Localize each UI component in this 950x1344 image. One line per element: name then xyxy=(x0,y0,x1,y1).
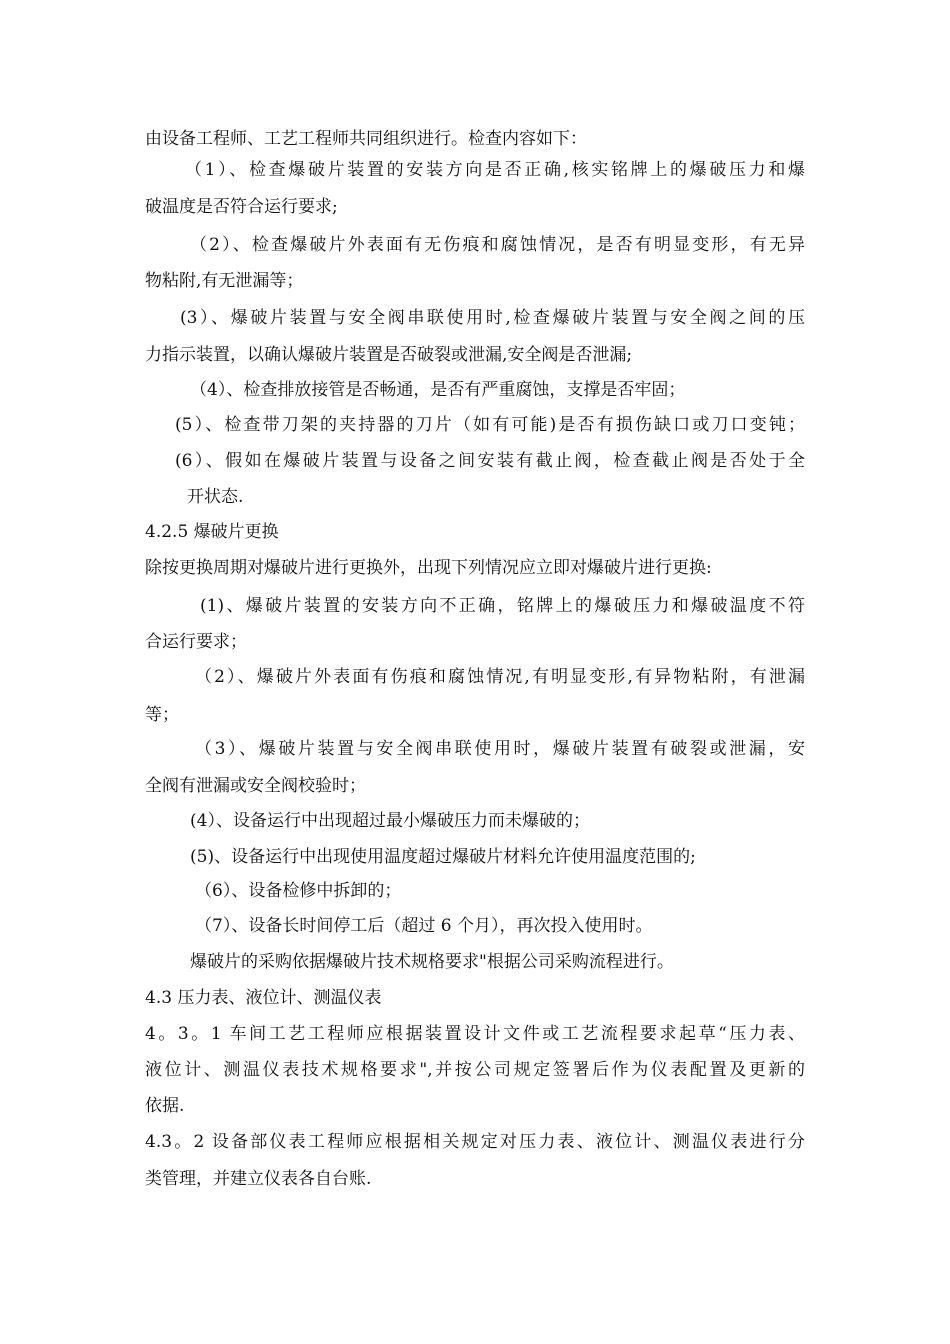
text-line: (5)、设备运行中出现使用温度超过爆破片材料允许使用温度范围的; xyxy=(190,847,696,867)
text-line: （2）、检查爆破片外表面有无伤痕和腐蚀情况，是否有明显变形，有无异 xyxy=(190,235,805,255)
text-line: (1)、爆破片装置的安装方向不正确，铭牌上的爆破压力和爆破温度不符 xyxy=(200,596,805,616)
text-line: 合运行要求； xyxy=(145,632,247,652)
text-line: (3）、爆破片装置与安全阀串联使用时,检查爆破片装置与安全阀之间的压 xyxy=(180,308,805,328)
text-line: 开状态. xyxy=(187,487,244,507)
text-line: 4.3。2 设备部仪表工程师应根据相关规定对压力表、液位计、测温仪表进行分 xyxy=(145,1132,805,1152)
text-line: 类管理，并建立仪表各自台账. xyxy=(145,1169,372,1189)
text-line: 液位计、测温仪表技术规格要求",并按公司规定签署后作为仪表配置及更新的 xyxy=(145,1060,805,1080)
text-line: 破温度是否符合运行要求; xyxy=(145,197,338,217)
text-line: 物粘附,有无泄漏等； xyxy=(145,271,304,291)
text-line: 4。3。1 车间工艺工程师应根据装置设计文件或工艺流程要求起草“压力表、 xyxy=(145,1024,805,1044)
text-line: (5）、检查带刀架的夹持器的刀片（如有可能)是否有损伤缺口或刀口变钝； xyxy=(175,415,805,435)
text-line: 爆破片的采购依据爆破片技术规格要求"根据公司采购流程进行。 xyxy=(190,952,674,972)
text-line: 全阀有泄漏或安全阀校验时； xyxy=(145,776,366,796)
text-line: (4）、设备运行中出现超过最小爆破压力而未爆破的； xyxy=(190,811,590,831)
text-line: （4）、检查排放接管是否畅通，是否有严重腐蚀，支撑是否牢固； xyxy=(190,380,686,400)
text-line: （2）、爆破片外表面有伤痕和腐蚀情况,有明显变形,有异物粘附，有泄漏 xyxy=(195,667,805,687)
text-line: 除按更换周期对爆破片进行更换外，出现下列情况应立即对爆破片进行更换: xyxy=(145,558,712,578)
text-line: 力指示装置，以确认爆破片装置是否破裂或泄漏,安全阀是否泄漏; xyxy=(145,345,633,365)
text-line: 由设备工程师、工艺工程师共同组织进行。检查内容如下： xyxy=(145,129,587,149)
text-line: （3）、爆破片装置与安全阀串联使用时，爆破片装置有破裂或泄漏，安 xyxy=(195,739,805,759)
section-heading: 4.2.5 爆破片更换 xyxy=(145,522,279,542)
text-line: （6）、设备检修中拆卸的； xyxy=(195,881,402,901)
text-line: 依据. xyxy=(145,1096,185,1116)
text-line: （7）、设备长时间停工后（超过 6 个月），再次投入使用时。 xyxy=(195,916,653,936)
text-line: 等； xyxy=(145,705,179,725)
text-line: (6）、假如在爆破片装置与设备之间安装有截止阀，检查截止阀是否处于全 xyxy=(175,451,805,471)
text-line: （1）、检查爆破片装置的安装方向是否正确,核实铭牌上的爆破压力和爆 xyxy=(185,160,805,180)
section-heading: 4.3 压力表、液位计、测温仪表 xyxy=(145,988,382,1008)
